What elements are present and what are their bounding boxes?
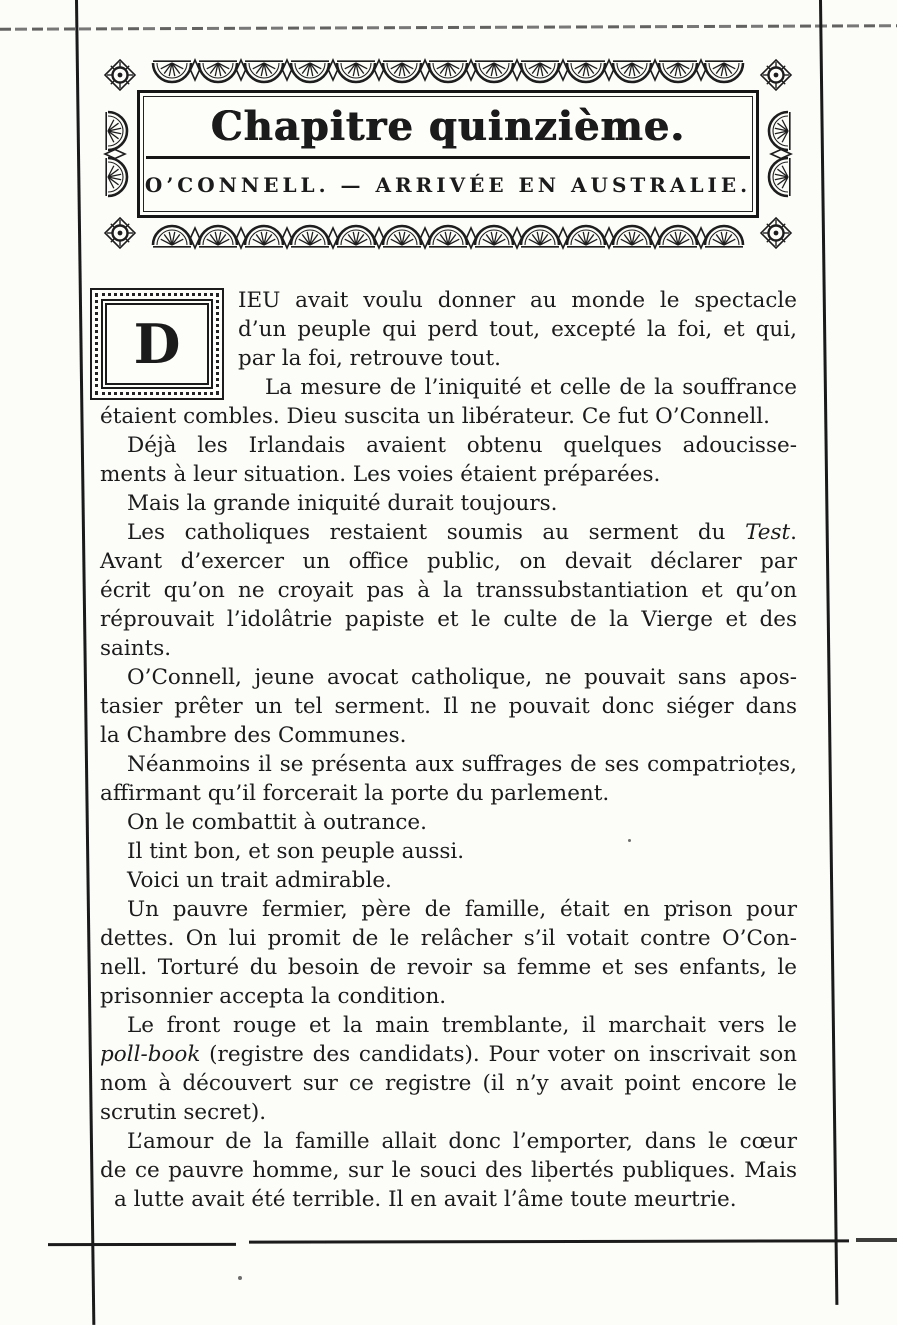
paragraph bbox=[100, 1011, 797, 1127]
paragraph bbox=[100, 489, 797, 518]
paragraph bbox=[100, 663, 797, 750]
paragraph bbox=[100, 837, 797, 866]
text-line: Déjà les Irlandais avaient obtenu quelques adoucisse- bbox=[127, 433, 797, 458]
chapter-ornamental-frame bbox=[103, 58, 793, 250]
dropcap-ornamental-frame bbox=[90, 288, 224, 400]
text-line: Voici un trait admirable. bbox=[127, 868, 392, 893]
body-text bbox=[100, 286, 797, 1214]
paragraph bbox=[100, 1127, 797, 1214]
text-line: Avant d’exercer un office public, on devait déclarer par bbox=[100, 549, 797, 574]
chapter-title-box-inner bbox=[143, 96, 753, 212]
ornament-corner-icon bbox=[759, 58, 793, 92]
ink-speck bbox=[238, 1276, 242, 1280]
text-line: tasier prêter un tel serment. Il ne pouvait donc siéger dans bbox=[100, 694, 797, 719]
text-line: O’Connell, jeune avocat catholique, ne pouvait sans apos- bbox=[127, 665, 797, 690]
page-rule-right bbox=[819, 0, 838, 1305]
text-line: d’un peuple qui perd tout, excepté la foi, et qui, bbox=[238, 317, 797, 342]
text-line: nom à découvert sur ce registre (il n’y avait point encore le bbox=[100, 1071, 797, 1096]
ornament-corner-icon bbox=[103, 216, 137, 250]
ornament-border-right-icon bbox=[759, 92, 793, 216]
chapter-title: Chapitre quinzième. bbox=[210, 103, 686, 151]
italic-text: poll-book bbox=[100, 1042, 201, 1067]
paragraphs bbox=[100, 286, 797, 1214]
page-rule-bottom bbox=[48, 1243, 236, 1246]
paragraph bbox=[100, 431, 797, 489]
paragraph bbox=[100, 750, 797, 808]
chapter-subtitle: O’CONNELL. — ARRIVÉE EN AUSTRALIE. bbox=[144, 173, 752, 198]
text-line: saints. bbox=[100, 636, 172, 661]
text-line: étaient combles. Dieu suscita un libérateur. Ce fut O’Connell. bbox=[100, 404, 770, 429]
text-line: affirmant qu’il forcerait la porte du parlement. bbox=[100, 781, 610, 806]
text-line: Le front rouge et la main tremblante, il marchait vers le bbox=[127, 1013, 797, 1038]
dropcap-letter: D bbox=[101, 299, 213, 389]
text-line: L’amour de la famille allait donc l’emporter, dans le cœur bbox=[127, 1129, 797, 1154]
ornament-corner-icon bbox=[759, 216, 793, 250]
text-line: La mesure de l’iniquité et celle de la souffrance bbox=[265, 375, 797, 400]
ornament-corner-icon bbox=[103, 58, 137, 92]
text-line: nell. Torturé du besoin de revoir sa femme et ses enfants, le bbox=[100, 955, 797, 980]
text-line: scrutin secret). bbox=[100, 1100, 267, 1125]
dropcap-frame-middle bbox=[95, 293, 219, 395]
text-line: IEU avait voulu donner au monde le spectacle bbox=[238, 288, 797, 313]
ornament-border-bottom-icon bbox=[137, 216, 759, 250]
text-line: Mais la grande iniquité durait toujours. bbox=[127, 491, 558, 516]
text-line: réprouvait l’idolâtrie papiste et le culte de la Vierge et des bbox=[100, 607, 797, 632]
text-line: Un pauvre fermier, père de famille, était en prison pour bbox=[127, 897, 797, 922]
italic-text: Test bbox=[745, 520, 791, 545]
text-line: poll-book (registre des candidats). Pour voter on inscrivait son bbox=[100, 1042, 797, 1067]
page-rule-bottom bbox=[856, 1238, 897, 1242]
text-line: prisonnier accepta la condition. bbox=[100, 984, 447, 1009]
text-line: écrit qu’on ne croyait pas à la transsubstantiation et qu’on bbox=[100, 578, 797, 603]
text-line: dettes. On lui promit de le relâcher s’il votait contre O’Con- bbox=[100, 926, 797, 951]
text-line: a lutte avait été terrible. Il en avait l’âme toute meurtrie. bbox=[114, 1187, 737, 1212]
scan-top-rule bbox=[0, 24, 897, 30]
chapter-title-box bbox=[137, 90, 759, 218]
text-line: par la foi, retrouve tout. bbox=[238, 346, 501, 371]
page-rule-left bbox=[75, 0, 95, 1325]
paragraph bbox=[100, 518, 797, 663]
text-line: la Chambre des Communes. bbox=[100, 723, 407, 748]
text-line: Les catholiques restaient soumis au serment du Test. bbox=[127, 520, 797, 545]
text-line: ments à leur situation. Les voies étaient préparées. bbox=[100, 462, 661, 487]
text-line: On le combattit à outrance. bbox=[127, 810, 427, 835]
paragraph bbox=[100, 808, 797, 837]
page-rule-bottom bbox=[249, 1239, 849, 1243]
text-line: de ce pauvre homme, sur le souci des libertés publiques. Mais bbox=[100, 1158, 797, 1183]
paragraph bbox=[100, 895, 797, 1011]
text-line: Il tint bon, et son peuple aussi. bbox=[127, 839, 465, 864]
paragraph bbox=[100, 866, 797, 895]
ornament-border-top-icon bbox=[137, 58, 759, 92]
ornament-border-left-icon bbox=[103, 92, 137, 216]
text-line: Néanmoins il se présenta aux suffrages de ses compatriotes, bbox=[127, 752, 797, 777]
